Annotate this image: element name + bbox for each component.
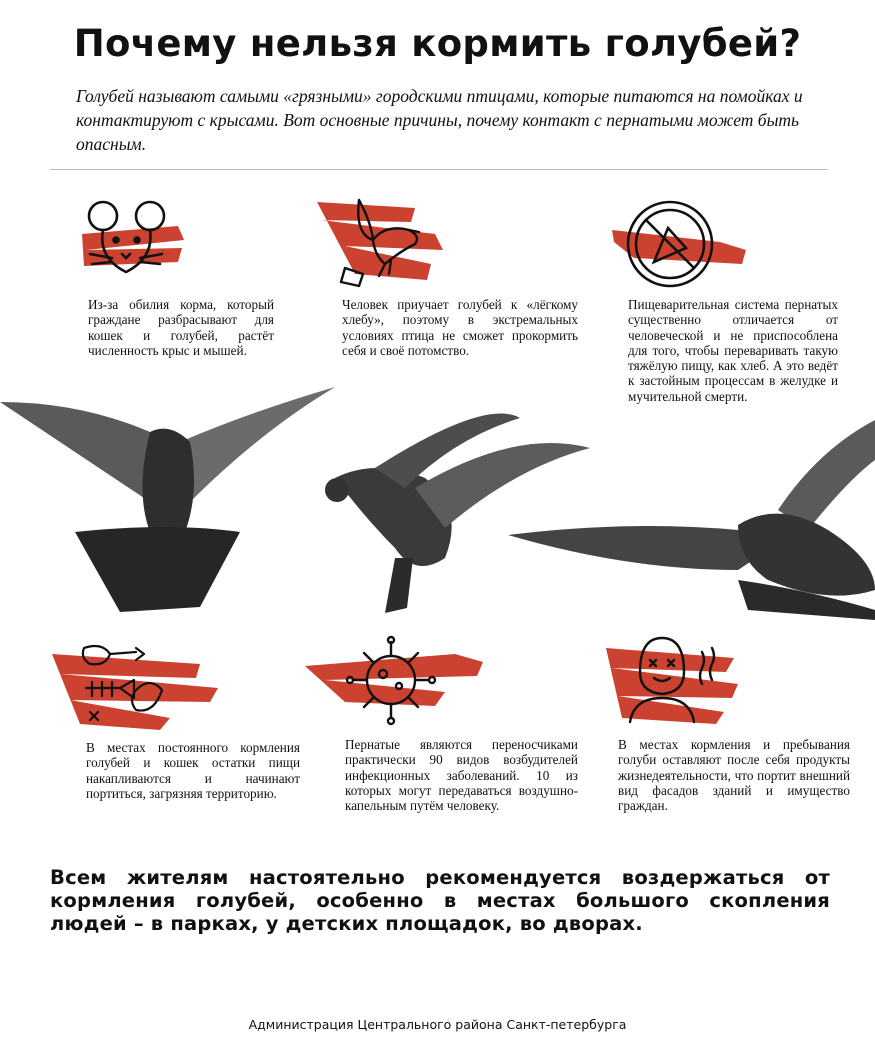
- pigeon-photo-right: [508, 420, 875, 620]
- reason-text-2: Человек приучает голубей к «лёгкому хлебу», поэтому в экстремальных условиях птица не сможет прокормить себя и своё потомство.: [342, 297, 578, 358]
- divider: [50, 169, 828, 170]
- page-subtitle: Голубей называют самыми «грязными» городскими птицами, которые питаются на помойках и контактируют с крысами. Вот основные причины, почему контакт с пернатыми может быть опасным.: [76, 86, 803, 154]
- pigeon-photo-left: [0, 382, 340, 617]
- reason-text-5: Пернатые являются переносчиками практически 90 видов возбудителей инфекционных заболеваний. 10 из которых могут передаваться воздушно-капельным путём человеку.: [345, 737, 578, 814]
- page-title: Почему нельзя кормить голубей?: [73, 22, 802, 65]
- reason-text-3: Пищеварительная система пернатых существенно отличается от человеческой и не приспособлена для того, чтобы переваривать такую тяжёлую пищу, как хлеб. А это ведёт к застойным процессам в желудке и мучительной смерти.: [628, 297, 838, 404]
- footer-credit: Администрация Центрального района Санкт-петербурга: [248, 1017, 627, 1032]
- rat-icon: [78, 196, 188, 286]
- reason-text-6: В местах кормления и пребывания голуби оставляют после себя продукты жизнедеятельности, что портит внешний вид фасадов зданий и имущество граждан.: [618, 737, 850, 814]
- pigeon-bread-icon: [315, 194, 447, 290]
- sick-person-icon: [604, 632, 744, 726]
- virus-icon: [305, 636, 487, 728]
- appeal-text: Всем жителям настоятельно рекомендуется воздержаться от кормления голубей, особенно в местах большого скопления людей – в парках, у детских площадок, во дворах.: [50, 866, 830, 935]
- food-waste-icon: [50, 640, 222, 732]
- no-bread-icon: [610, 198, 750, 294]
- reason-text-1: Из-за обилия корма, который граждане разбрасывают для кошек и голубей, растёт численность крыс и мышей.: [88, 297, 274, 358]
- reason-text-4: В местах постоянного кормления голубей и кошек остатки пищи накапливаются и начинают портиться, загрязняя территорию.: [86, 740, 300, 801]
